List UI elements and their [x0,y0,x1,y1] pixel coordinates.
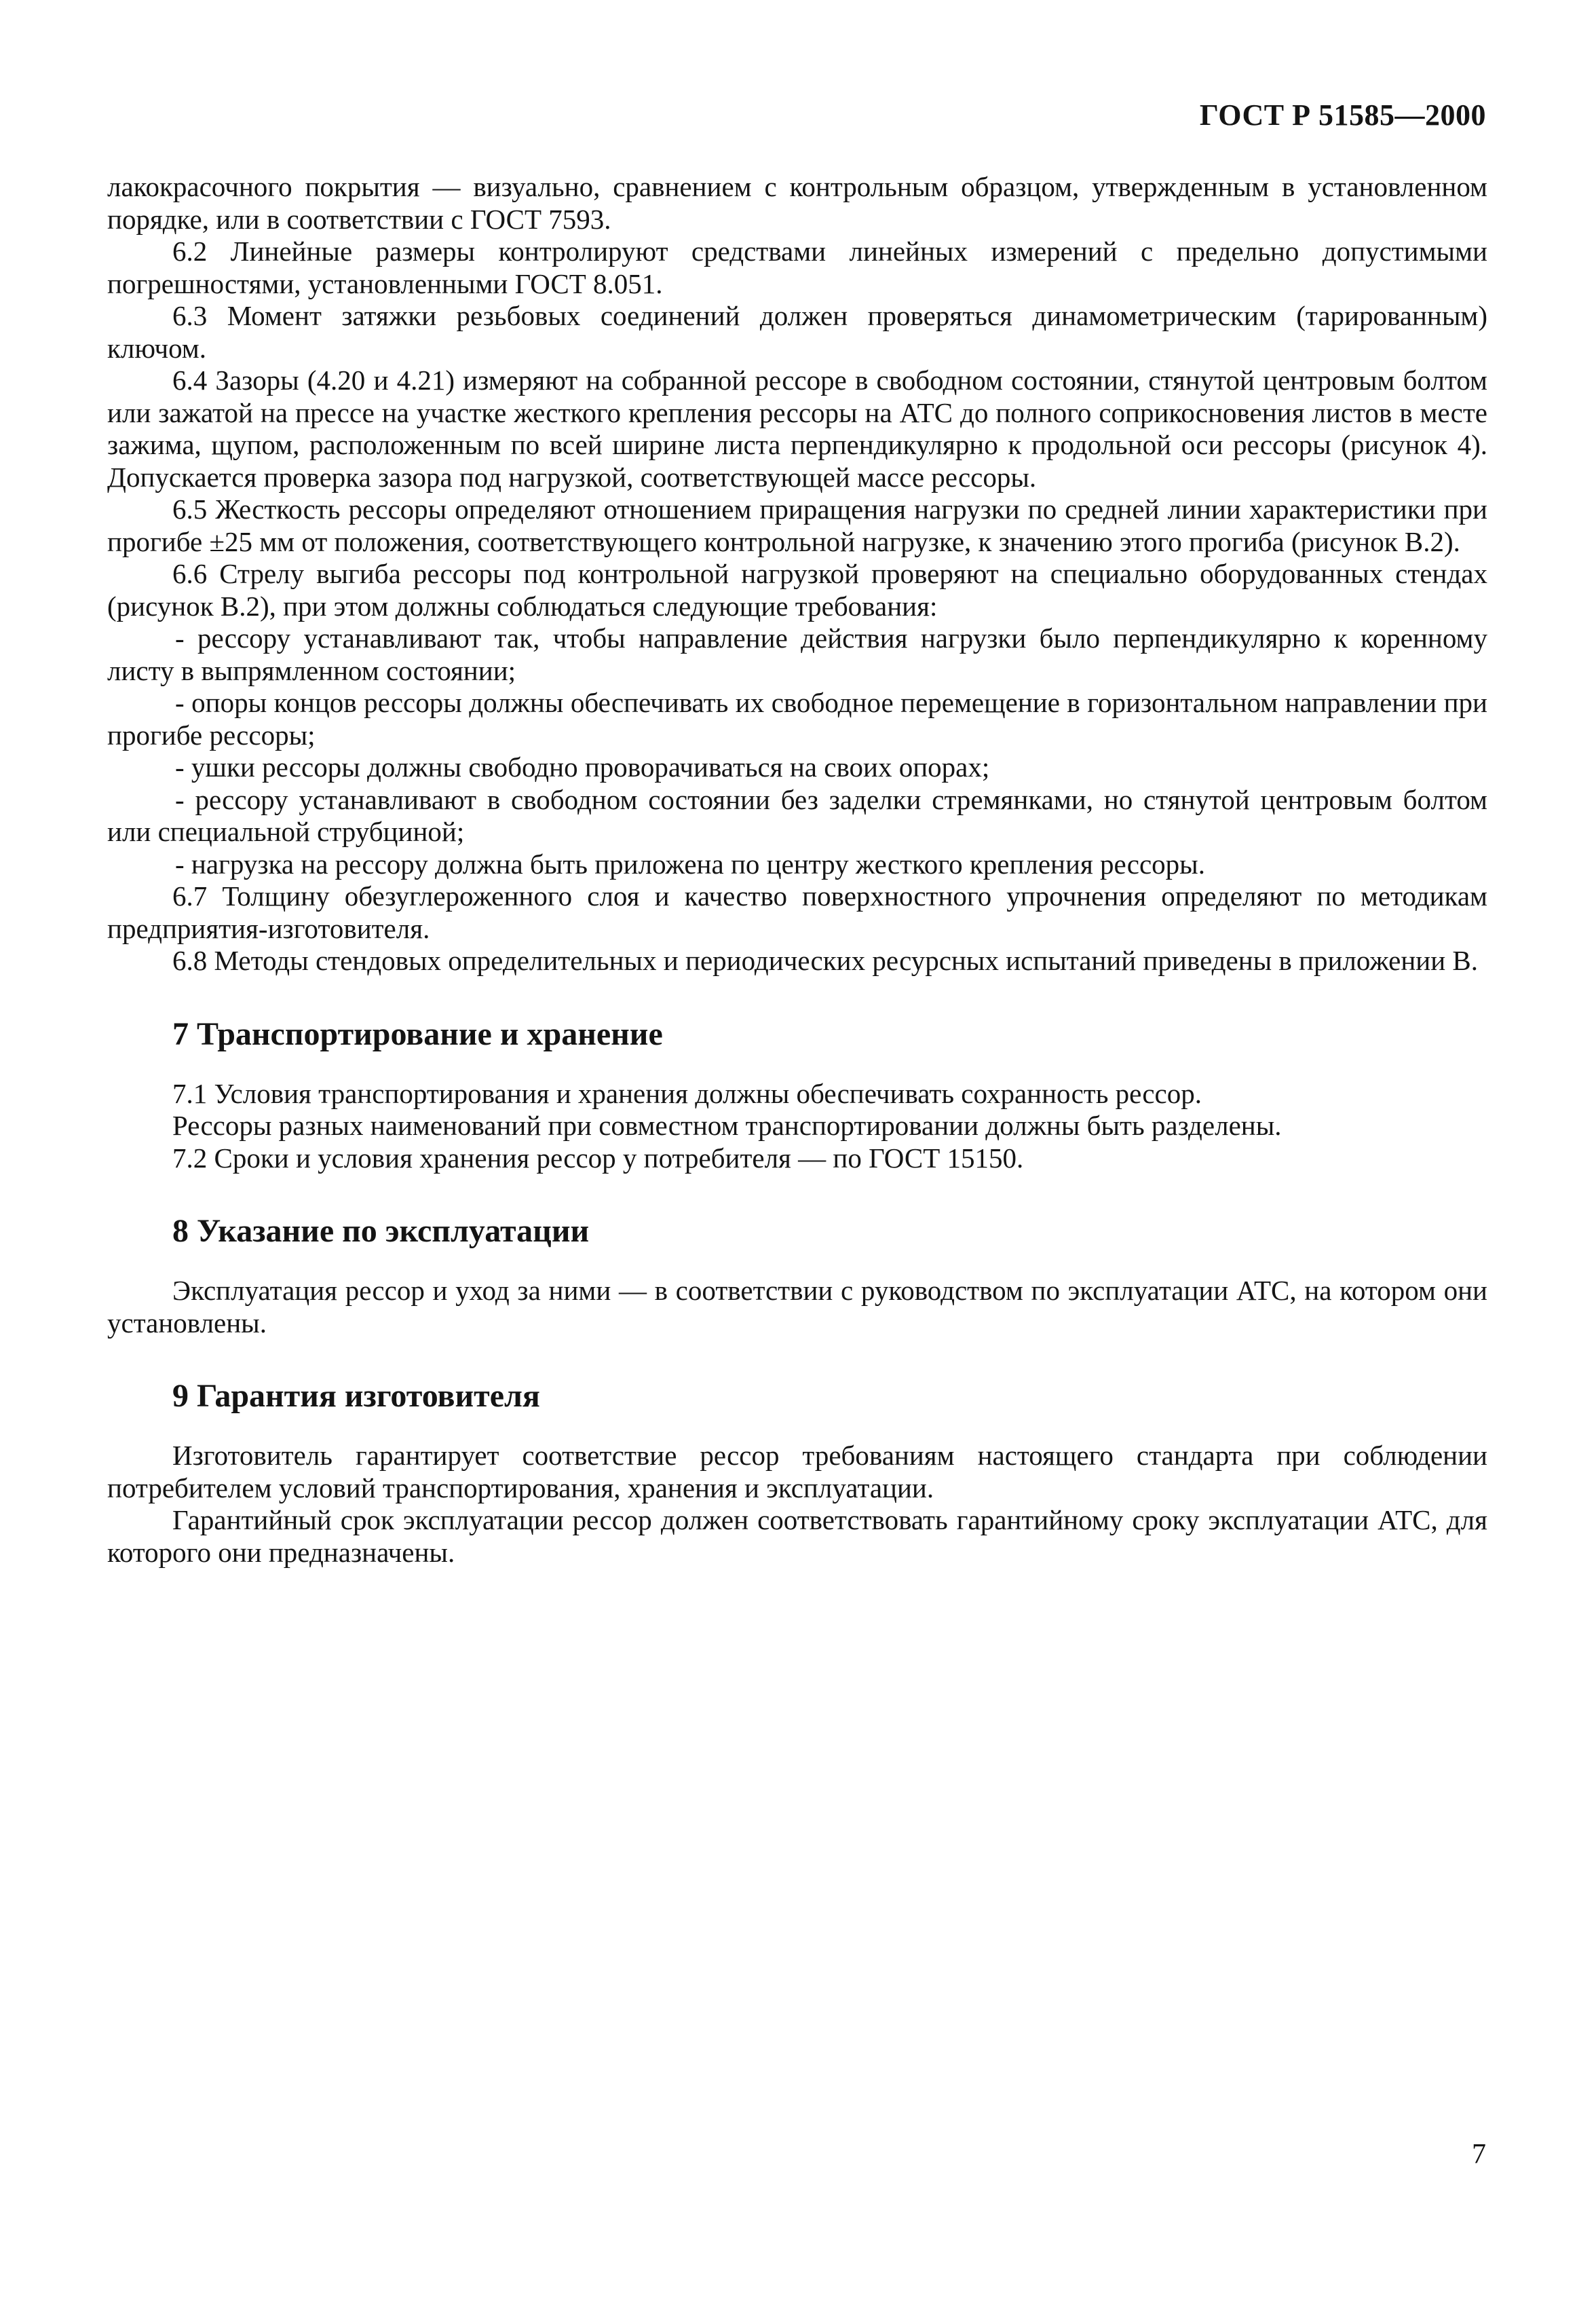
list-item-dash-4: - рессору устанавливают в свободном состоянии без заделки стремянками, но стянутой центровым болтом или специальной струбциной; [107,783,1487,847]
document-code: ГОСТ Р 51585—2000 [1199,98,1486,132]
paragraph-7-1-b: Рессоры разных наименований при совместном транспортировании должны быть разделены. [172,1110,1282,1141]
paragraph-6-3: 6.3 Момент затяжки резьбовых соединений должен проверяться динамометрическим (тарированным) ключом. [107,300,1487,364]
paragraph-continuation: лакокрасочного покрытия — визуально, сравнением с контрольным образцом, утвержденным в установленном порядке, или в соответствии с ГОСТ 7593. [107,171,1487,235]
section-heading-9: 9 Гарантия изготовителя [172,1378,540,1414]
paragraph-9-2: Гарантийный срок эксплуатации рессор должен соответствовать гарантийному сроку эксплуатации АТС, для которого они предназначены. [107,1504,1487,1568]
paragraph-8: Эксплуатация рессор и уход за ними — в соответствии с руководством по эксплуатации АТС, на котором они установлены. [107,1275,1487,1339]
paragraph-6-2: 6.2 Линейные размеры контролируют средствами линейных измерений с предельно допустимыми погрешностями, установленными ГОСТ 8.051. [107,236,1487,299]
list-item-dash-3: - ушки рессоры должны свободно проворачиваться на своих опорах; [175,751,990,783]
list-item-dash-1: - рессору устанавливают так, чтобы направление действия нагрузки было перпендикулярно к коренному листу в выпрямленном состоянии; [107,622,1487,686]
paragraph-6-4: 6.4 Зазоры (4.20 и 4.21) измеряют на собранной рессоре в свободном состоянии, стянутой центровым болтом или зажатой на прессе на участке жесткого крепления рессоры на АТС до полного соприкосновения листов в месте зажима, щупом, расположенным по всей ширине листа перпендикулярно к продольной оси рессоры (рисунок 4). Допускается проверка зазора под нагрузкой, соответствующей массе рессоры. [107,365,1487,493]
paragraph-6-5: 6.5 Жесткость рессоры определяют отношением приращения нагрузки по средней линии характеристики при прогибе ±25 мм от положения, соответствующего контрольной нагрузке, к значению этого прогиба (рисунок В.2). [107,493,1487,557]
page-number: 7 [1472,2139,1486,2170]
list-item-dash-2: - опоры концов рессоры должны обеспечивать их свободное перемещение в горизонтальном направлении при прогибе рессоры; [107,687,1487,751]
paragraph-6-7: 6.7 Толщину обезуглероженного слоя и качество поверхностного упрочнения определяют по методикам предприятия-изготовителя. [107,880,1487,944]
paragraph-9-1: Изготовитель гарантирует соответствие рессор требованиям настоящего стандарта при соблюдении потребителем условий транспортирования, хранения и эксплуатации. [107,1440,1487,1504]
paragraph-7-1: 7.1 Условия транспортирования и хранения должны обеспечивать сохранность рессор. [172,1077,1202,1109]
paragraph-6-8: 6.8 Методы стендовых определительных и периодических ресурсных испытаний приведены в приложении В. [172,945,1479,976]
paragraph-7-2: 7.2 Сроки и условия хранения рессор у потребителя — по ГОСТ 15150. [172,1142,1024,1174]
list-item-dash-5: - нагрузка на рессору должна быть приложена по центру жесткого крепления рессоры. [175,848,1205,880]
document-body [107,171,1487,1569]
section-heading-8: 8 Указание по эксплуатации [172,1213,590,1249]
section-heading-7: 7 Транспортирование и хранение [172,1015,663,1052]
paragraph-6-6: 6.6 Стрелу выгиба рессоры под контрольной нагрузкой проверяют на специально оборудованных стендах (рисунок В.2), при этом должны соблюдаться следующие требования: [107,558,1487,622]
